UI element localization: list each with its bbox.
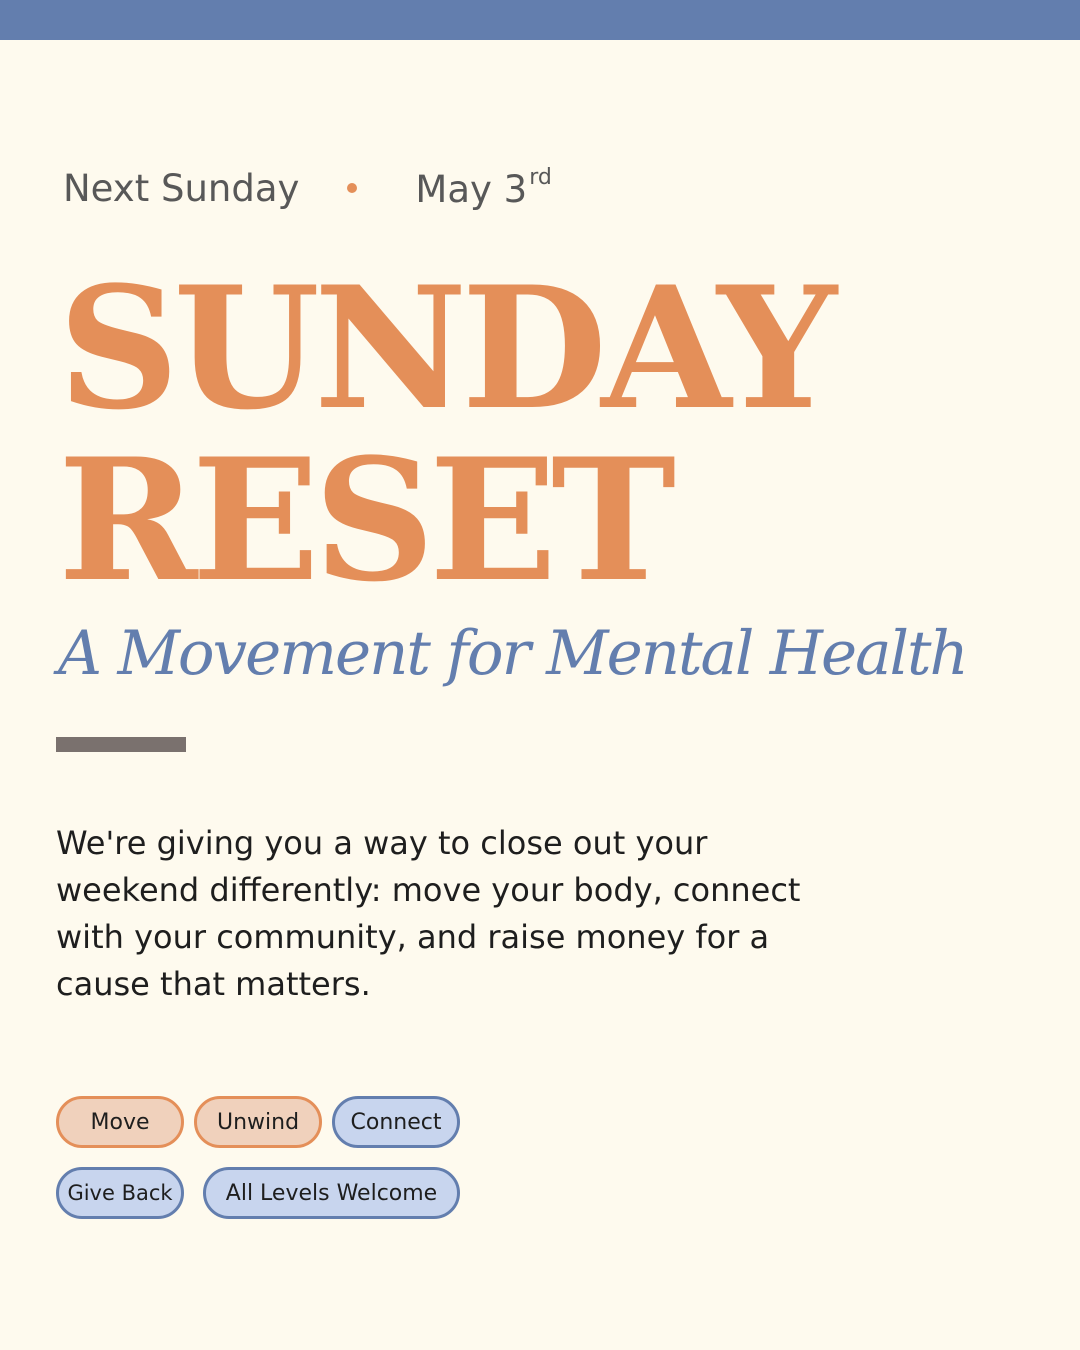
event-description: We're giving you a way to close out your weekend differently: move your body, connect with your community, and raise money for a cause that matters. xyxy=(56,824,801,1003)
event-day-label: Next Sunday xyxy=(63,166,300,210)
tag-connect: Connect xyxy=(332,1096,460,1148)
top-banner-bar xyxy=(0,0,1080,40)
event-title xyxy=(58,249,831,619)
event-date xyxy=(415,165,551,211)
separator-dot-icon xyxy=(347,183,357,193)
tag-all-levels-welcome: All Levels Welcome xyxy=(203,1167,460,1219)
tag-move: Move xyxy=(56,1096,184,1148)
tag-unwind: Unwind xyxy=(194,1096,322,1148)
event-subtitle: A Movement for Mental Health xyxy=(58,618,967,689)
event-date-suffix: rd xyxy=(529,165,552,190)
event-title-line-1: SUNDAY xyxy=(58,249,831,447)
event-date-line xyxy=(63,160,552,216)
event-date-label: May 3 xyxy=(415,168,528,211)
event-title-line-2: RESET xyxy=(58,421,671,619)
divider-bar xyxy=(56,737,186,752)
tag-give-back: Give Back xyxy=(56,1167,184,1219)
